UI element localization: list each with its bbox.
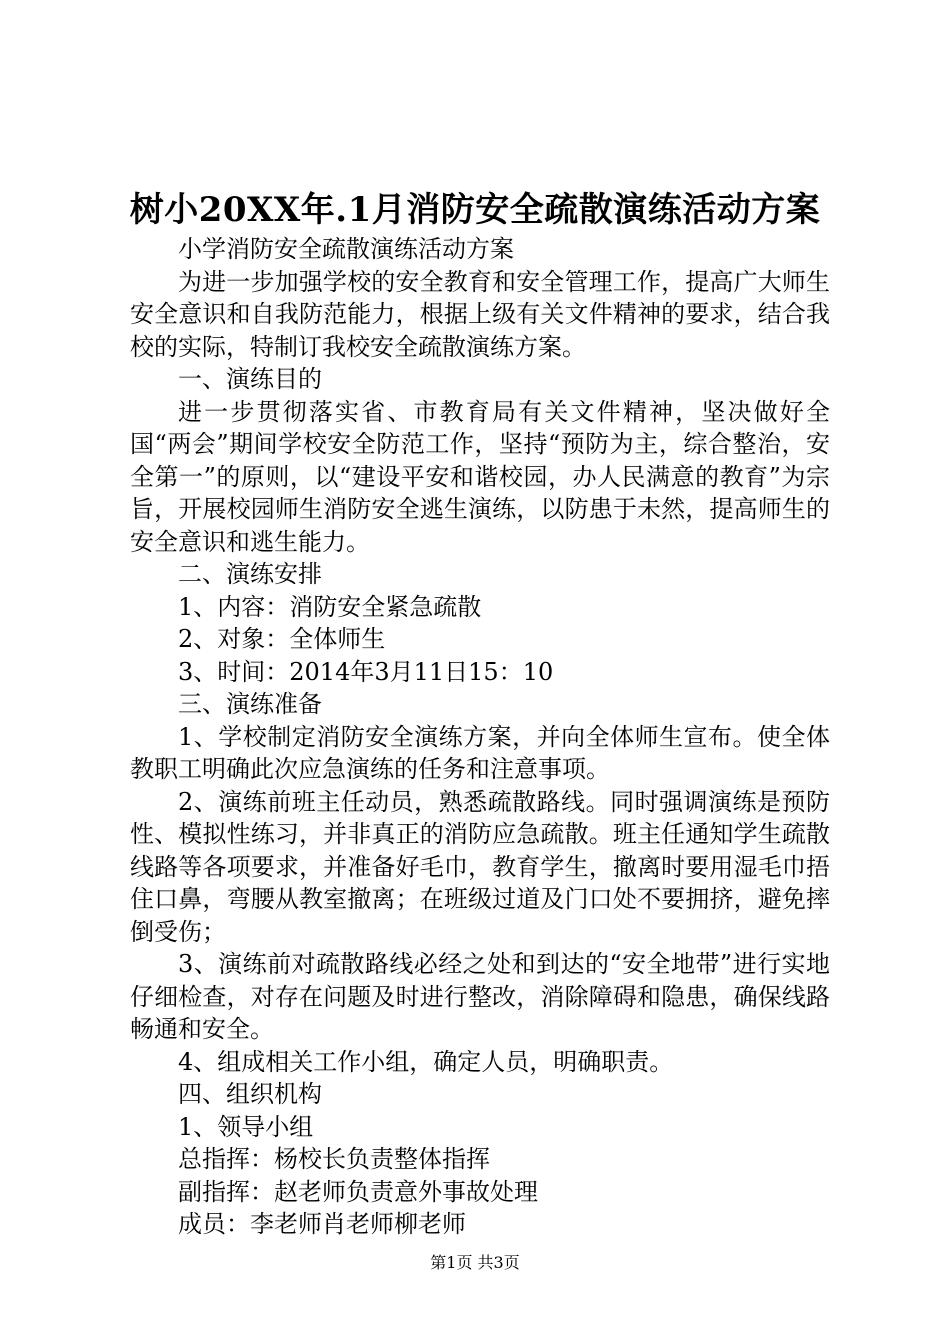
page-footer: 第1页 共3页 <box>430 1253 520 1272</box>
list-item-content: 1、内容：消防安全紧急疏散 <box>178 592 482 621</box>
paragraph-preparation-2: 2、演练前班主任动员，熟悉疏散路线。同时强调演练是预防性、模拟性练习，并非真正的消防应急疏散。班主任通知学生疏散线路等各项要求，并准备好毛巾，教育学生，撤离时要用湿毛巾捂住口鼻，弯腰从教室撤离；在班级过道及门口处不要拥挤，避免摔倒受伤； <box>130 787 830 946</box>
section-heading-preparation: 三、演练准备 <box>178 690 322 718</box>
section-heading-arrangement: 二、演练安排 <box>178 560 322 588</box>
paragraph-subtitle: 小学消防安全疏散演练活动方案 <box>178 235 514 263</box>
list-item-leadership: 1、领导小组 <box>178 1112 314 1141</box>
document-body <box>130 233 830 1241</box>
paragraph-purpose: 进一步贯彻落实省、市教育局有关文件精神，坚决做好全国“两会”期间学校安全防范工作，坚持“预防为主，综合整治，安全第一”的原则，以“建设平安和谐校园，办人民满意的教育”为宗旨，开展校园师生消防安全逃生演练，以防患于未然，提高师生的安全意识和逃生能力。 <box>130 397 830 556</box>
list-item-members: 成员：李老师肖老师柳老师 <box>178 1210 466 1238</box>
list-item-deputy-commander: 副指挥：赵老师负责意外事故处理 <box>178 1177 538 1206</box>
section-heading-purpose: 一、演练目的 <box>178 365 322 393</box>
paragraph-preparation-4: 4、组成相关工作小组，确定人员，明确职责。 <box>178 1047 674 1076</box>
document-title: 树小20XX年.1月消防安全疏散演练活动方案 <box>129 190 821 230</box>
paragraph-preparation-1: 1、学校制定消防安全演练方案，并向全体师生宣布。使全体教职工明确此次应急演练的任务和注意事项。 <box>130 722 830 783</box>
list-item-commander: 总指挥：杨校长负责整体指挥 <box>178 1145 490 1173</box>
paragraph-intro: 为进一步加强学校的安全教育和安全管理工作，提高广大师生安全意识和自我防范能力，根据上级有关文件精神的要求，结合我校的实际，特制订我校安全疏散演练方案。 <box>130 267 830 361</box>
list-item-audience: 2、对象：全体师生 <box>178 625 386 653</box>
paragraph-preparation-3: 3、演练前对疏散路线必经之处和到达的“安全地带”进行实地仔细检查，对存在问题及时进行整改，消除障碍和隐患，确保线路畅通和安全。 <box>130 950 830 1043</box>
section-heading-organization: 四、组织机构 <box>178 1080 322 1108</box>
list-item-time: 3、时间：2014年3月11日15：10 <box>178 657 554 686</box>
